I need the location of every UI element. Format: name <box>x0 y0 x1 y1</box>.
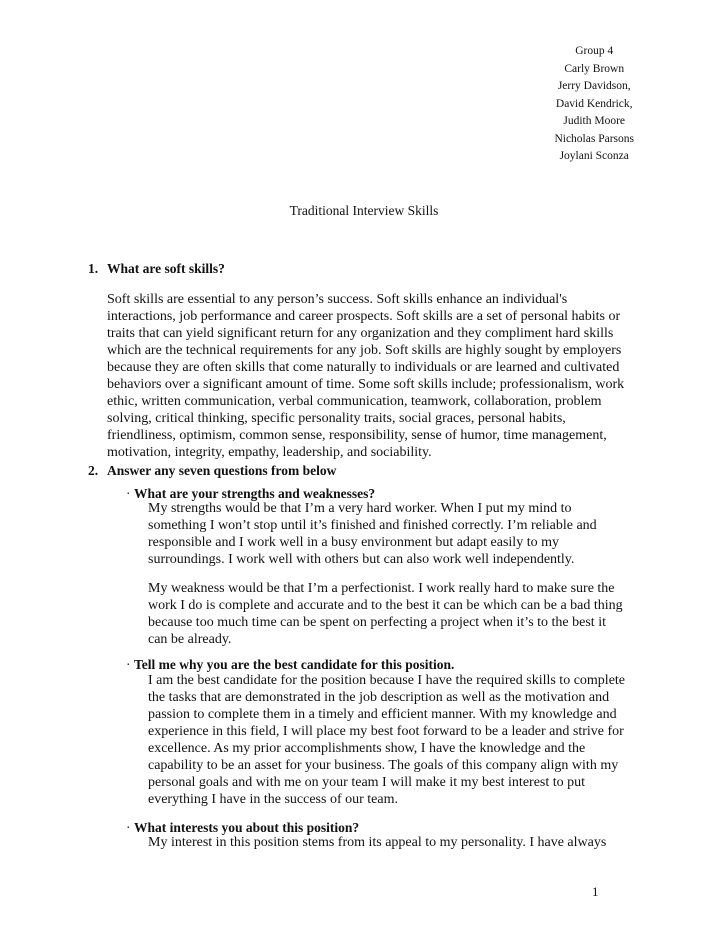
answer-paragraph: I am the best candidate for the position because I have the required skills to complete the tasks that are demonstrated in the job description as well as the motivation and passion to complete them in a timely and efficient manner. With my knowledge and experience in this field, I will place my best foot forward to be a leader and strive for excellence. As my prior accomplishments show, I have the knowledge and the capability to be an asset for your business. The goals of this company align with my personal goals and with me on your team I will make it my best interest to put everything I have in the success of our team. <box>148 673 626 807</box>
author-line: Group 4 <box>575 45 614 57</box>
section-heading-text: Answer any seven questions from below <box>107 463 337 478</box>
question-heading <box>126 657 454 673</box>
section-number: 1. <box>88 261 99 276</box>
author-line: Joylani Sconza <box>559 150 629 162</box>
section-1-heading <box>88 261 225 277</box>
bullet-icon: · <box>126 820 131 835</box>
author-line: Jerry Davidson, <box>557 80 631 92</box>
bullet-icon: · <box>126 486 131 501</box>
author-line: David Kendrick, <box>555 97 633 110</box>
bullet-icon: · <box>126 657 131 672</box>
question-text: Tell me why you are the best candidate for this position. <box>134 657 455 672</box>
section-heading-text: What are soft skills? <box>107 261 225 276</box>
document-title: Traditional Interview Skills <box>289 203 439 218</box>
question-text: What interests you about this position? <box>134 820 360 835</box>
page-number: 1 <box>592 884 599 899</box>
section-2-heading <box>88 463 336 479</box>
author-line: Nicholas Parsons <box>554 132 634 145</box>
answer-paragraph: My interest in this position stems from its appeal to my personality. I have always <box>148 835 607 850</box>
section-number: 2. <box>88 463 99 478</box>
answer-paragraph: My strengths would be that I’m a very hard worker. When I put my mind to something I won’t stop until it’s finished and finished correctly. I’m reliable and responsible and I work well in a busy environment but adapt easily to my surroundings. I work well with others but can also work well independently. <box>148 501 597 567</box>
author-line: Carly Brown <box>564 62 625 75</box>
author-list <box>554 43 634 166</box>
author-line: Judith Moore <box>563 115 626 127</box>
section-1-body: Soft skills are essential to any person’s success. Soft skills enhance an individual's interactions, job performance and career prospects. Soft skills are a set of personal habits or traits that can yield significant return for any organization and they compliment hard skills which are the technical requirements for any job. Soft skills are highly sought by employers because they are often skills that come naturally to individuals or are learned and cultivated behaviors over a significant amount of time. Some soft skills include; professionalism, work ethic, written communication, verbal communication, teamwork, collaboration, problem solving, critical thinking, specific personality traits, social graces, personal habits, friendliness, optimism, common sense, responsibility, sense of humor, time management, motivation, integrity, empathy, leadership, and sociability. <box>107 292 625 460</box>
answer-paragraph: My weakness would be that I’m a perfectionist. I work really hard to make sure the work I do is complete and accurate and to the best it can be which can be a bad thing because too much time can be spent on perfecting a project when it’s to the best it can be already. <box>148 581 623 647</box>
question-text: What are your strengths and weaknesses? <box>134 486 376 501</box>
